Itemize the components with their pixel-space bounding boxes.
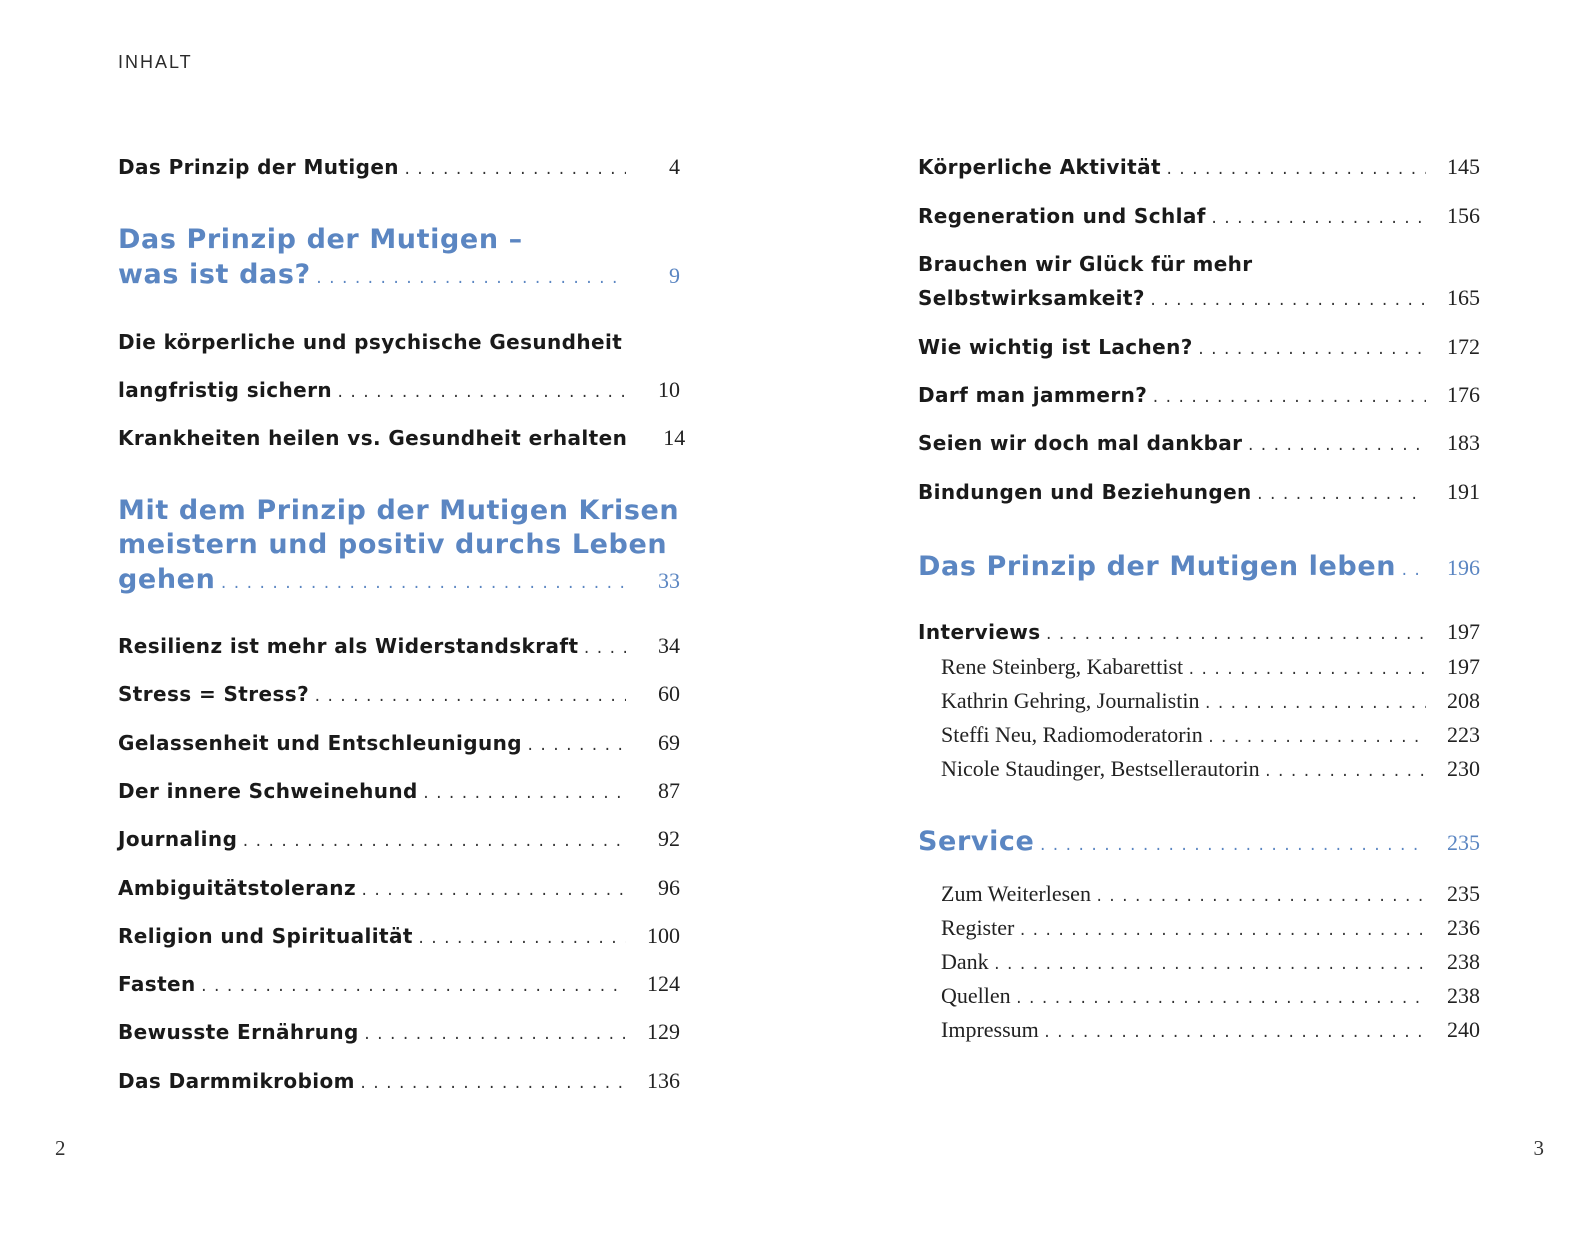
toc-entry-label: Dank	[941, 949, 989, 974]
toc-entry[interactable]	[918, 199, 1480, 233]
toc-entry-label: Wie wichtig ist Lachen?	[918, 335, 1193, 359]
toc-entry-page: 4	[669, 154, 680, 179]
toc-entry[interactable]	[941, 650, 1480, 684]
toc-entry-label: Ambiguitätstoleranz	[118, 875, 356, 900]
toc-entry[interactable]	[118, 967, 680, 1001]
leader-dots	[1095, 880, 1426, 914]
toc-entry[interactable]	[941, 684, 1480, 718]
toc-section-page: 235	[1447, 830, 1480, 855]
toc-entry[interactable]	[918, 150, 1480, 184]
toc-entry-label: Selbstwirksamkeit?	[918, 286, 1145, 310]
toc-entry-label: Journaling	[118, 827, 238, 852]
toc-entry-line1[interactable]: Brauchen wir Glück für mehr	[918, 252, 1253, 276]
leader-dots	[241, 825, 626, 859]
toc-entry[interactable]	[118, 919, 680, 953]
toc-entry-page: 230	[1447, 756, 1480, 781]
leader-dots	[1038, 827, 1426, 865]
toc-entry-label: Bewusste Ernährung	[118, 1020, 359, 1045]
toc-entry-page: 60	[658, 681, 680, 707]
leader-dots	[1045, 618, 1426, 652]
toc-entry-page: 156	[1447, 203, 1480, 228]
leader-dots	[1149, 284, 1426, 318]
toc-entry[interactable]	[118, 1015, 680, 1049]
leader-dots	[313, 680, 626, 714]
toc-section-line1[interactable]: Das Prinzip der Mutigen –	[118, 224, 523, 255]
running-header: INHALT	[118, 52, 193, 72]
leader-dots	[363, 1018, 626, 1052]
toc-entry[interactable]	[941, 718, 1480, 752]
toc-section-page: 33	[658, 568, 680, 593]
leader-dots	[1197, 333, 1426, 367]
toc-entry-page: 176	[1447, 382, 1480, 407]
toc-entry-label: Kathrin Gehring, Journalistin	[941, 688, 1200, 713]
toc-entry-label: Das Darmmikrobiom	[118, 1068, 355, 1093]
leader-dots	[1256, 478, 1426, 512]
toc-entry[interactable]	[118, 871, 680, 905]
toc-entry-label: langfristig sichern	[118, 378, 333, 402]
leader-dots	[1210, 202, 1426, 236]
toc-entry[interactable]	[941, 877, 1480, 911]
toc-entry-label: Quellen	[941, 983, 1011, 1008]
toc-section-line2[interactable]: meistern und positiv durchs Leben	[118, 529, 668, 560]
leader-dots	[422, 777, 626, 811]
toc-entry-page: 129	[647, 1019, 680, 1045]
toc-entry[interactable]	[918, 615, 1480, 649]
toc-entry-label: Nicole Staudinger, Bestsellerautorin	[941, 756, 1260, 781]
toc-entry-page: 235	[1447, 881, 1480, 906]
toc-entry-page: 236	[1447, 915, 1480, 940]
toc-entry-page: 136	[647, 1067, 680, 1093]
toc-entry-label: Rene Steinberg, Kabarettist	[941, 654, 1184, 679]
toc-entry-page: 69	[658, 729, 680, 755]
toc-entry-page: 96	[658, 874, 680, 900]
toc-entry-label: Darf man jammern?	[918, 383, 1148, 407]
toc-entry-label: Register	[941, 915, 1015, 940]
leader-dots	[1043, 1016, 1426, 1050]
toc-entry-label: Körperliche Aktivität	[918, 155, 1161, 179]
toc-entry[interactable]	[118, 150, 680, 184]
leader-dots	[315, 261, 626, 297]
leader-dots	[1015, 982, 1426, 1016]
toc-entry[interactable]	[941, 752, 1480, 786]
toc-entry[interactable]	[918, 475, 1480, 509]
leader-dots	[360, 874, 626, 908]
toc-entry[interactable]	[118, 774, 680, 808]
toc-entry-page: 165	[1447, 285, 1480, 310]
toc-entry[interactable]	[118, 421, 686, 455]
leader-dots	[1203, 687, 1426, 721]
toc-entry[interactable]	[941, 911, 1480, 945]
page-number-right: 3	[1533, 1136, 1544, 1160]
toc-entry[interactable]	[941, 945, 1480, 979]
toc-entry-label: Impressum	[941, 1017, 1039, 1042]
toc-entry-label: Interviews	[918, 620, 1041, 644]
toc-entry-label: Stress = Stress?	[118, 682, 310, 707]
toc-entry-label: Regeneration und Schlaf	[918, 204, 1206, 228]
leader-dots	[219, 566, 626, 602]
toc-entry-label: Der innere Schweinehund	[118, 778, 418, 803]
toc-entry-page: 124	[647, 971, 680, 997]
toc-entry[interactable]	[118, 629, 680, 663]
leader-dots	[1018, 914, 1426, 948]
leader-dots	[1207, 721, 1426, 755]
toc-entry-label: Gelassenheit und Entschleunigung	[118, 730, 523, 755]
toc-entry-label: Bindungen und Beziehungen	[918, 480, 1252, 504]
toc-entry-label: Religion und Spiritualität	[118, 923, 413, 948]
toc-section[interactable]	[118, 562, 680, 598]
toc-section-line1[interactable]: Mit dem Prinzip der Mutigen Krisen	[118, 495, 680, 526]
toc-entry-page: 172	[1447, 334, 1480, 359]
toc-entry-page: 14	[663, 425, 686, 450]
toc-entry-label: Zum Weiterlesen	[941, 881, 1091, 906]
leader-dots	[1187, 653, 1426, 687]
page-number-left: 2	[55, 1136, 66, 1160]
toc-entry-page: 197	[1447, 619, 1480, 644]
toc-entry-page: 191	[1447, 479, 1480, 504]
toc-section-label: was ist das?	[118, 259, 311, 290]
leader-dots	[526, 729, 626, 763]
leader-dots	[417, 922, 626, 956]
toc-entry-page: 240	[1447, 1017, 1480, 1042]
toc-entry-page: 183	[1447, 430, 1480, 455]
toc-section[interactable]	[918, 823, 1480, 861]
toc-entry[interactable]	[118, 726, 680, 760]
toc-entry[interactable]	[118, 822, 680, 856]
toc-entry-page: 238	[1447, 983, 1480, 1008]
toc-entry-label: Krankheiten heilen vs. Gesundheit erhalten	[118, 426, 628, 450]
toc-entry-page: 145	[1447, 154, 1480, 179]
leader-dots	[1264, 755, 1426, 789]
toc-entry[interactable]	[941, 979, 1480, 1013]
toc-entry[interactable]	[918, 330, 1480, 364]
toc-entry-label: Steffi Neu, Radiomoderatorin	[941, 722, 1203, 747]
leader-dots	[359, 1067, 626, 1101]
leader-dots	[403, 153, 626, 187]
leader-dots	[1400, 552, 1426, 590]
toc-entry-line1[interactable]: Die körperliche und psychische Gesundheit	[118, 330, 623, 354]
toc-entry-page: 34	[658, 633, 680, 658]
toc-entry[interactable]	[918, 281, 1480, 315]
toc-section-page: 9	[669, 263, 680, 288]
toc-entry-label: Fasten	[118, 972, 196, 997]
toc-entry-page: 10	[658, 377, 680, 402]
toc-section-label: Das Prinzip der Mutigen leben	[918, 551, 1397, 582]
toc-entry[interactable]	[941, 1013, 1480, 1047]
toc-entry-page: 92	[658, 826, 680, 852]
toc-section[interactable]	[918, 548, 1480, 586]
toc-section[interactable]	[118, 257, 680, 293]
leader-dots	[1151, 381, 1426, 415]
leader-dots	[1246, 429, 1426, 463]
leader-dots	[336, 376, 626, 410]
toc-entry[interactable]	[118, 373, 680, 407]
toc-entry-page: 100	[647, 922, 680, 948]
toc-entry[interactable]	[118, 1064, 680, 1098]
leader-dots	[200, 970, 626, 1004]
toc-section-page: 196	[1447, 555, 1480, 580]
toc-section-label: gehen	[118, 564, 216, 595]
leader-dots	[993, 948, 1426, 982]
toc-entry-label: Resilienz ist mehr als Widerstandskraft	[118, 634, 579, 658]
toc-entry-page: 223	[1447, 722, 1480, 747]
toc-entry-label: Das Prinzip der Mutigen	[118, 155, 399, 179]
toc-entry-page: 238	[1447, 949, 1480, 974]
toc-section-label: Service	[918, 826, 1035, 857]
leader-dots	[1165, 153, 1426, 187]
toc-entry-page: 208	[1447, 688, 1480, 713]
toc-entry-label: Seien wir doch mal dankbar	[918, 431, 1243, 455]
toc-entry-page: 87	[658, 777, 680, 803]
leader-dots	[582, 632, 626, 666]
toc-entry[interactable]	[918, 378, 1480, 412]
toc-entry-page: 197	[1447, 654, 1480, 679]
toc-entry[interactable]	[918, 426, 1480, 460]
toc-entry[interactable]	[118, 677, 680, 711]
